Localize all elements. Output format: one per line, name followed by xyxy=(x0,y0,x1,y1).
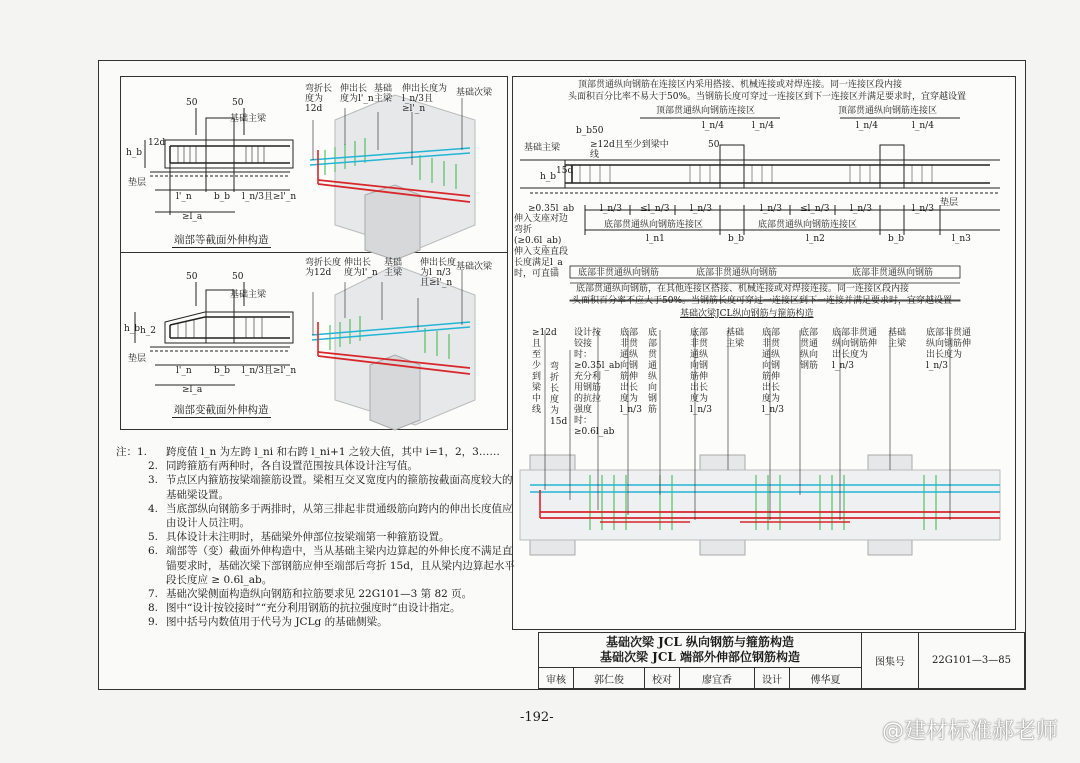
seg-7: l_n/3 xyxy=(912,204,934,214)
note-3: 3. 节点区内箍筋按梁端箍筋设置。梁相互交叉宽度内的箍筋按截面高度较大的基础梁设置。 xyxy=(148,474,513,501)
dim-bb-bottom2: b_b xyxy=(888,234,905,244)
dim-50-left: 50 xyxy=(186,98,198,108)
review-name: 郭仁俊 xyxy=(574,668,645,689)
label-main-beam-b: 基础主梁 xyxy=(230,290,267,300)
note-4: 4. 当底部纵向钢筋多于两排时，从第三排起非贯通级筋向跨内的伸出长度值应由设计人员注明。 xyxy=(148,502,513,530)
dim-geq-la: ≥l_a xyxy=(182,212,203,222)
note-7: 7. 基础次梁侧面构造纵向钢筋和拉筋要求见 22G101—3 第 82 页。 xyxy=(148,588,473,601)
iso-label-sub-beam-b: 基础次梁 xyxy=(456,262,493,272)
iso-label-main-beam-b: 基础主梁 xyxy=(384,258,403,278)
dim-h2-b: h_2 xyxy=(140,326,157,336)
iso-r-6: 底部非贯通纵向钢筋伸出长度为l_n/3 xyxy=(690,328,712,415)
seg-3: l_n/3 xyxy=(690,204,712,214)
iso-label-main-beam: 基础主梁 xyxy=(374,84,393,104)
page-number: -192- xyxy=(520,710,554,725)
iso-r-1: ≥12d且至少到梁中线 xyxy=(532,328,557,415)
dim-bb-bottom: b_b xyxy=(728,234,745,244)
zone-bottom-2: 底部贯通纵向钢筋连接区 xyxy=(758,220,858,230)
dim-50-right-b2: 50 xyxy=(708,140,720,150)
iso-r-2: 弯折长度为15d xyxy=(550,362,568,427)
dim-12d: 12d xyxy=(148,138,166,148)
dim-bb-b: b_b xyxy=(214,366,231,376)
atlas-label: 图集号 xyxy=(862,633,919,689)
note-1: 注：1. 跨度值 l_n 为左跨 l_ni 和右跨 l_ni+1 之较大值，其中 i=1，2，3…… xyxy=(116,446,500,458)
iso-r-3: 设计按铰接时：≥0.35l_ab 充分利用钢筋的抗拉强度时：≥0.6l_ab xyxy=(574,328,621,437)
label-cushion-right: 垫层 xyxy=(940,198,959,208)
bottom-note-line2: 头面积百分率不应大于50%。当钢筋长度可穿过一连接区到下一连接并满足要求时，宜穿越设置 xyxy=(572,296,953,306)
bottom-note-line1: 底部贯通纵向钢筋，在其他连接区搭接、机械连接或对焊接连接。同一连接区段内接 xyxy=(576,284,910,294)
label-main-beam-right: 基础主梁 xyxy=(524,143,561,153)
bottom-label-3: 底部非贯通纵向钢筋 xyxy=(852,268,934,278)
side-note: 伸入支座对边弯折(≥0.6l_ab)伸入支座直段长度满足l_a时，可直锚 xyxy=(514,214,569,279)
seg-4: l_n/3 xyxy=(760,204,782,214)
iso-r-9: 底部贯通纵向钢筋 xyxy=(800,328,819,371)
design-label: 设计 xyxy=(755,668,790,689)
dim-hb-b: h_b xyxy=(124,324,141,334)
note-5: 5. 具体设计未注明时，基础梁外伸部位按梁端第一种箍筋设置。 xyxy=(148,531,450,544)
top-note-line2: 头面积百分比率不易大于50%。当钢筋长度可穿过一连接区到下一连接区并满足要求时，宜穿越设置 xyxy=(568,92,967,102)
check-label: 校对 xyxy=(645,668,680,689)
zone-top-1: 顶部贯通纵向钢筋连接区 xyxy=(656,106,756,116)
dim-ln1: l_n1 xyxy=(646,234,665,244)
dim-50-right-b: 50 xyxy=(232,272,244,282)
dim-q2: l_n/4 xyxy=(752,121,774,131)
dim-15d: 15d xyxy=(556,166,574,176)
dim-50-right-a: 50 xyxy=(592,126,604,136)
iso-r-12: 底部非贯通纵向钢筋伸出长度为l_n/3 xyxy=(926,328,972,371)
seg-1: l_n/3 xyxy=(600,204,622,214)
zone-bottom-1: 底部贯通纵向钢筋连接区 xyxy=(604,220,704,230)
right-subtitle: 基础次梁JCL纵向钢筋与箍筋构造 xyxy=(680,309,814,319)
iso-label-bend: 弯折长度为12d xyxy=(305,84,333,114)
iso-r-8: 底部非贯通纵向钢筋伸出长度为l_n/3 xyxy=(762,328,784,415)
seg-6: l_n/3 xyxy=(850,204,872,214)
caption-equal-section: 端部等截面外伸构造 xyxy=(174,234,269,246)
label-cushion-b: 垫层 xyxy=(128,354,147,364)
dim-ln2: l_n2 xyxy=(806,234,825,244)
dim-50-left-b: 50 xyxy=(186,272,198,282)
note-9: 9. 图中括号内数值用于代号为 JCLg 的基础侧梁。 xyxy=(148,616,388,629)
iso-r-5: 底部贯通纵向钢筋 xyxy=(648,328,658,415)
seg-2: ≤l_n/3 xyxy=(640,204,670,214)
drawing-title-1: 基础次梁 JCL 纵向钢筋与箍筋构造 xyxy=(605,635,795,649)
zone-top-2: 顶部贯通纵向钢筋连接区 xyxy=(838,106,938,116)
design-name: 傅华夏 xyxy=(790,668,862,689)
dim-bb: b_b xyxy=(214,192,231,202)
label-cushion: 垫层 xyxy=(128,178,147,188)
note-8: 8. 图中“设计按铰接时”“充分利用钢筋的抗拉强度时”由设计指定。 xyxy=(148,602,461,615)
atlas-number: 22G101—3—85 xyxy=(919,633,1025,689)
iso-label-extend-ln3-b: 伸出长度为l_n/3且≥l'_n xyxy=(420,258,457,288)
caption-variable-section: 端部变截面外伸构造 xyxy=(174,404,269,416)
iso-r-7: 基础主梁 xyxy=(726,328,745,349)
note-6: 6. 端部等（变）截面外伸构造中，当从基础主梁内边算起的外伸长度不满足直锚要求时，基础次梁下部钢筋应伸至端部后弯折 15d，且从梁内边算起水平段长度应 ≥ 0.6l_ab。 xyxy=(148,545,515,586)
dim-hb: h_b xyxy=(126,148,143,158)
label-main-beam: 基础主梁 xyxy=(230,114,267,124)
bottom-label-2: 底部非贯通纵向钢筋 xyxy=(696,268,778,278)
iso-r-4: 底部非贯通纵向钢筋伸出长度为l_n/3 xyxy=(620,328,642,415)
dim-ln3: l_n/3且≥l'_n xyxy=(242,192,297,202)
notes-list xyxy=(116,445,520,630)
note-12d: ≥12d且至少到梁中线 xyxy=(590,140,669,160)
watermark: @建材标准郝老师 xyxy=(881,719,1058,744)
dim-q4: l_n/4 xyxy=(912,121,934,131)
dim-035lab: ≥0.35l_ab xyxy=(528,204,575,214)
check-name: 廖宜香 xyxy=(680,668,755,689)
iso-r-11: 基础主梁 xyxy=(888,328,907,349)
iso-label-extend-ln3: 伸出长度为l_n/3且≥l'_n xyxy=(402,84,448,114)
dim-q1: l_n/4 xyxy=(702,121,724,131)
dim-ln-prime-b: l'_n xyxy=(176,366,192,376)
dim-q3: l_n/4 xyxy=(856,121,878,131)
iso-label-extend-b: 伸出长度为l'_n xyxy=(344,258,378,278)
dim-bb-right: b_b xyxy=(576,126,593,136)
dim-ln3: l_n3 xyxy=(952,234,971,244)
top-note-line1: 顶部贯通纵向钢筋在连接区内采用搭接、机械连接或对焊连接。同一连接区段内接 xyxy=(578,80,903,90)
note-2: 2. 同跨箍筋有两种时，各自设置范围按具体设计注写值。 xyxy=(148,460,418,473)
dim-ln-prime: l'_n xyxy=(176,192,192,202)
dim-geq-la-b: ≥l_a xyxy=(182,385,203,395)
dim-50-right: 50 xyxy=(232,98,244,108)
drawing-title-2: 基础次梁 JCL 端部外伸部位钢筋构造 xyxy=(599,650,801,664)
iso-label-extend: 伸出长度为l'_n xyxy=(340,84,374,104)
title-block xyxy=(538,632,1025,689)
iso-label-bend-b: 弯折长度为12d xyxy=(305,258,342,278)
iso-label-sub-beam: 基础次梁 xyxy=(456,88,493,98)
dim-hb-right: h_b xyxy=(540,172,557,182)
iso-r-10: 底部非贯通纵向钢筋伸出长度为l_n/3 xyxy=(832,328,878,371)
review-label: 审核 xyxy=(539,668,574,689)
dim-ln3-b: l_n/3且≥l'_n xyxy=(242,366,297,376)
bottom-label-1: 底部非贯通纵向钢筋 xyxy=(578,268,660,278)
seg-5: ≤l_n/3 xyxy=(800,204,830,214)
title-cell xyxy=(539,633,862,668)
